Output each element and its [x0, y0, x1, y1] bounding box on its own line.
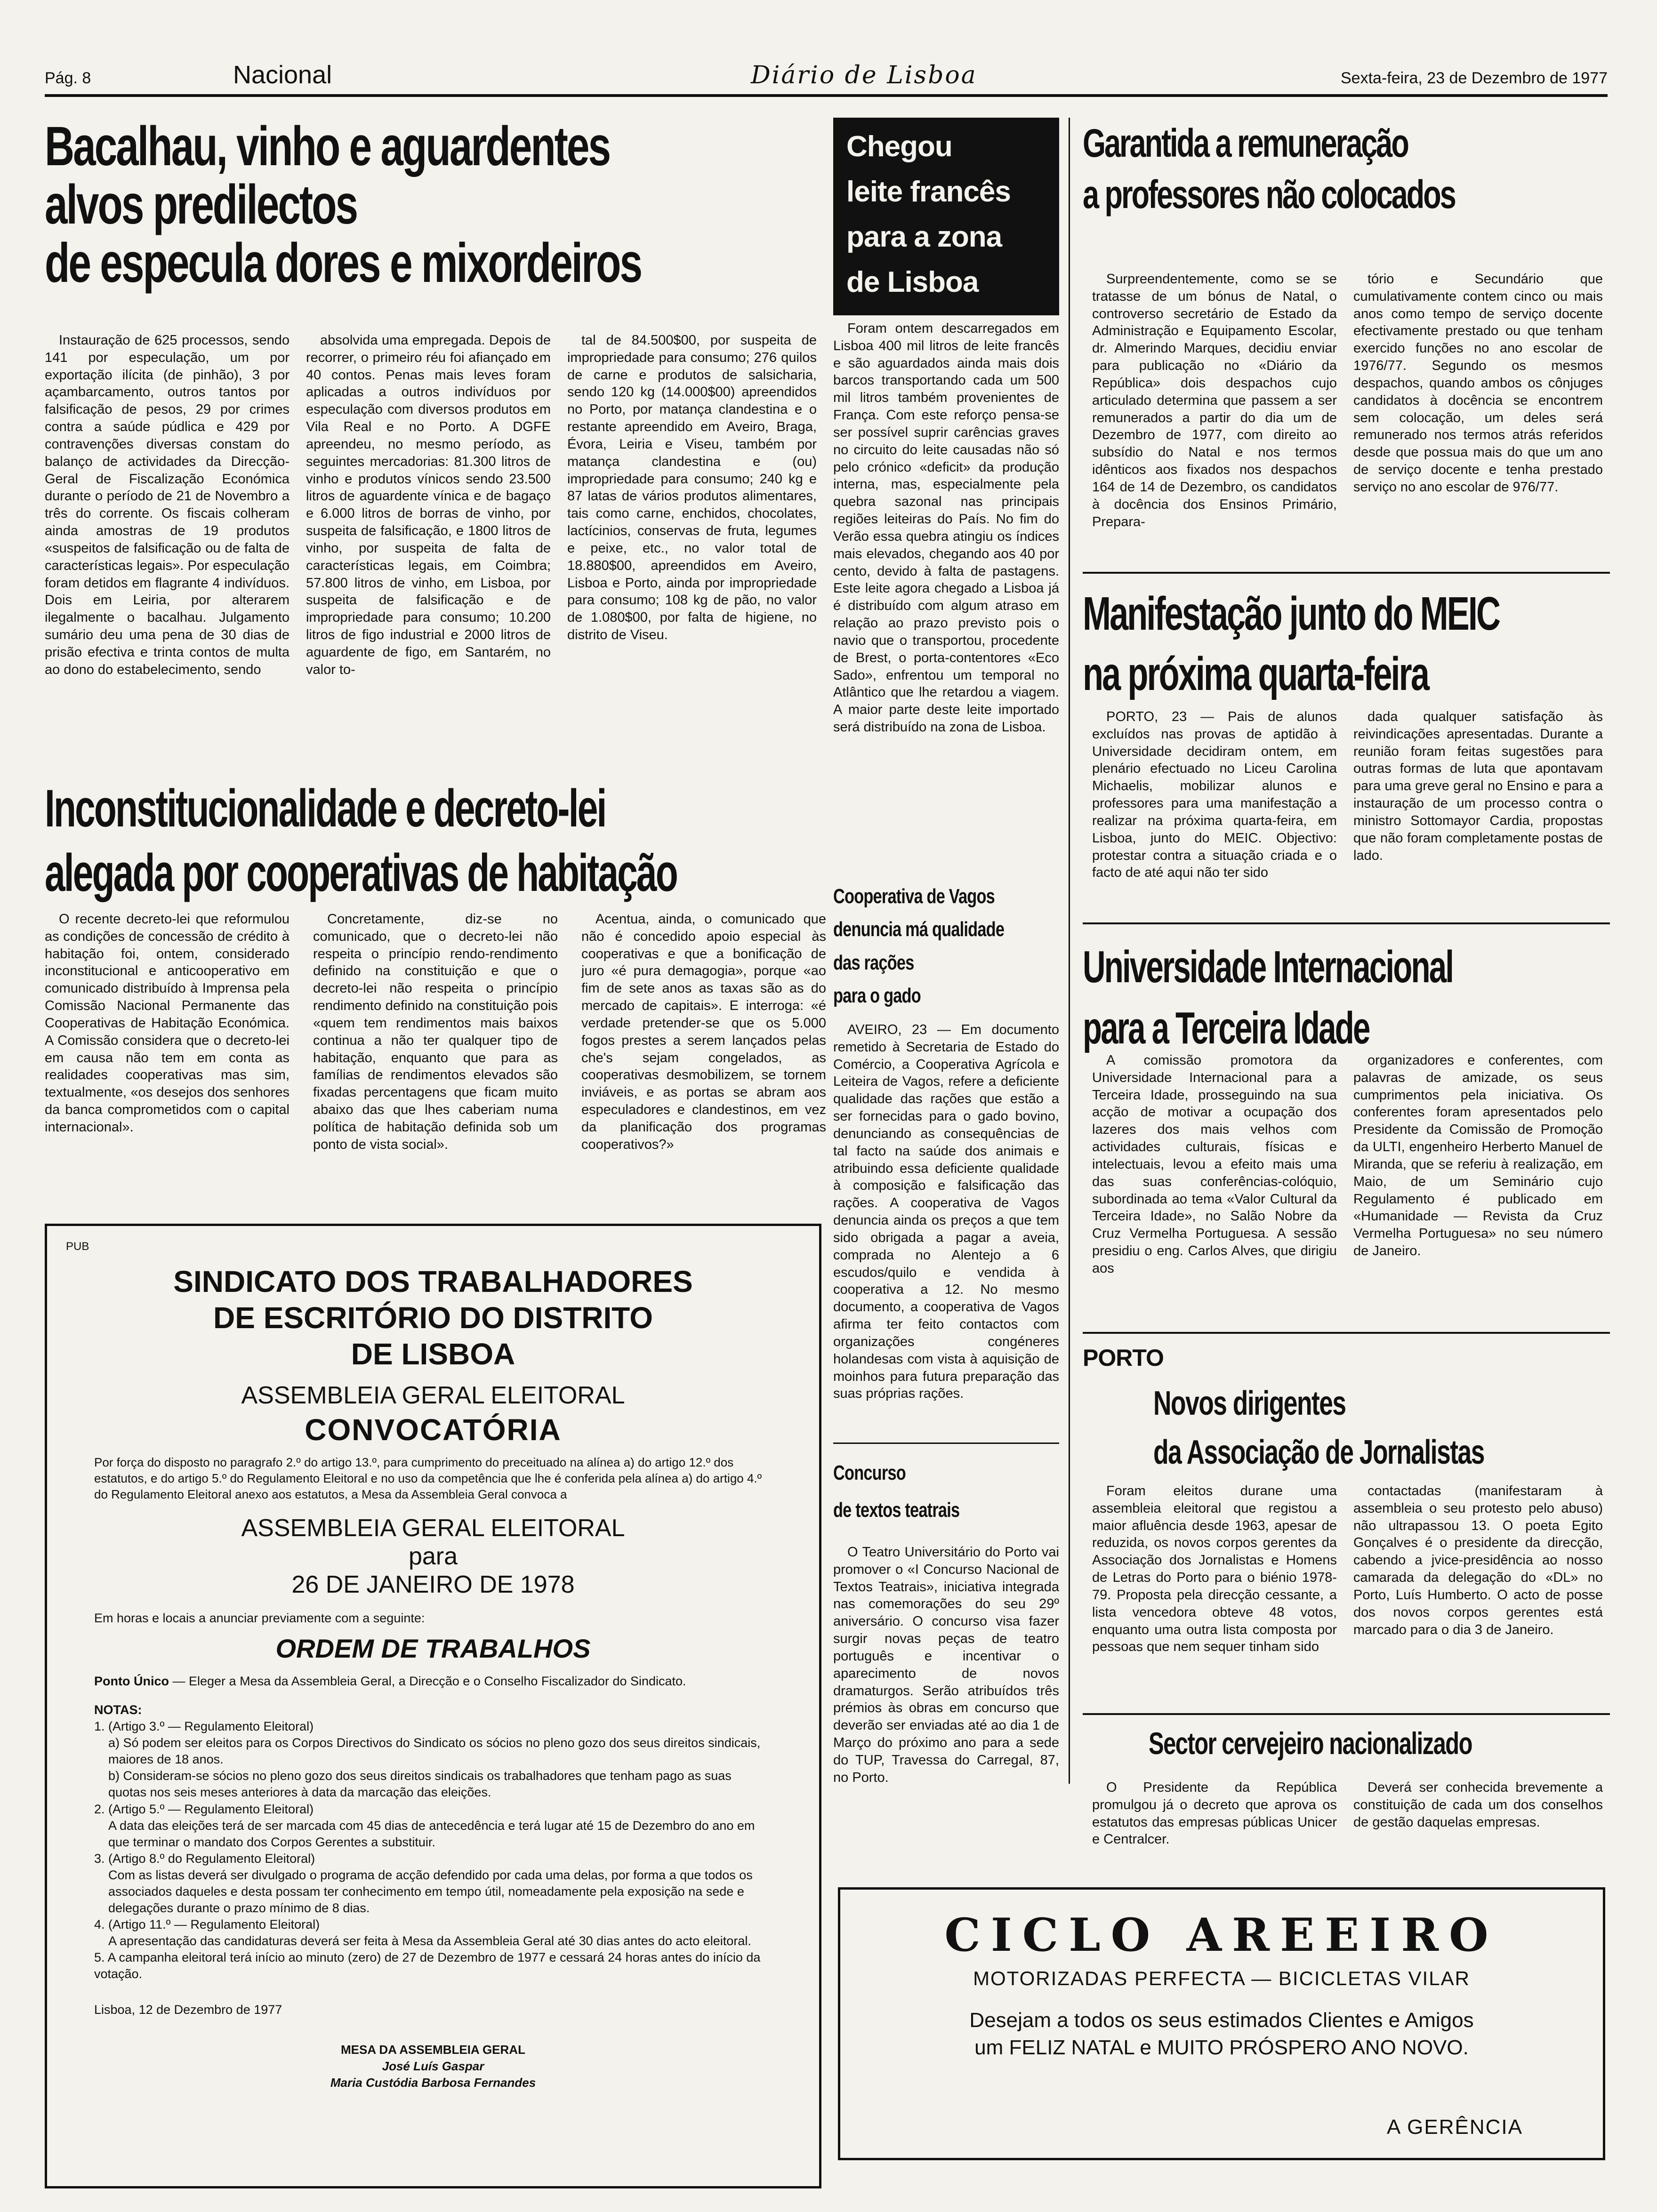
ad-ponto-text: — Eleger a Mesa da Assembleia Geral, a Direcção e o Conselho Fiscalizador do Sindicato.: [172, 1674, 686, 1688]
page-header: [45, 42, 1608, 97]
headline-universidade: [1083, 937, 1610, 1058]
headline-line: da Associação de Jornalistas: [1153, 1434, 1484, 1472]
article-concurso: [833, 1454, 1059, 1854]
article-universidade: [1083, 937, 1610, 1332]
headline-line: Bacalhau, vinho e aguardentes: [45, 115, 610, 177]
ad-date: 26 DE JANEIRO DE 1978: [291, 1571, 575, 1598]
ad-ponto: [94, 1673, 772, 1690]
headline-leite: [833, 118, 1059, 312]
article-divider: [1083, 922, 1610, 924]
headline-line: de especula dores e mixordeiros: [45, 232, 642, 294]
body-column: Deverá ser conhecida brevemente a constituição de cada um dos conselhos de gestão daquelas empresas.: [1353, 1780, 1603, 1830]
ad2-line: MOTORIZADAS PERFECTA — BICICLETAS VILAR: [973, 1967, 1470, 1989]
headline-line: Chegou: [846, 130, 952, 163]
ad-note: A data das eleições terá de ser marcada com 45 dias de antecedência e terá lugar até 15 de Dezembro do ano em que terminar o mandato dos Corpos Gerentes a substituir.: [108, 1818, 755, 1849]
article-divider: [1083, 1332, 1610, 1334]
ad-signature: [47, 2042, 819, 2091]
issue-date: Sexta-feira, 23 de Dezembro de 1977: [1340, 69, 1608, 87]
body-column: O Presidente da República promulgou já o decreto que aprova os estatutos das empresas públicas Unicer e Centralcer.: [1092, 1780, 1337, 1847]
headline-line: para a zona: [846, 221, 1002, 254]
article-meic: [1083, 584, 1610, 918]
section-kicker: PORTO: [1083, 1345, 1164, 1371]
ad-sig-title: MESA DA ASSEMBLEIA GERAL: [341, 2042, 525, 2057]
ad-tag: PUB: [66, 1240, 89, 1253]
body-column: organizadores e conferentes, com palavras de amizade, os seus cumprimentos pela iniciativa. Os conferentes foram apresentados pelo Presidente da Comissão de Promoção da ULTI, engenheiro Herberto Manuel de Miranda, que se referiu à realização, em Maio, de um Seminário cujo Regulamento é publicado em «Humanidade — Revista da Cruz Vermelha Portuguesa» no seu número de Janeiro.: [1353, 1053, 1603, 1259]
body-column: PORTO, 23 — Pais de alunos excluídos nas provas de aptidão à Universidade decidiram ontem, em plenário efectuado no Liceu Carolina Michaelis, mobilizar alunos e professores para uma manifestação a realizar na próxima quarta-feira, em Lisboa, junto do MEIC. Objectivo: protestar contra a situação criada e o facto de até aqui não ter sido: [1092, 709, 1337, 881]
headline-line: na próxima quarta-feira: [1083, 648, 1428, 700]
headline-line: a professores não colocados: [1083, 172, 1455, 217]
headline-vagos: [833, 880, 1061, 1013]
body-column: dada qualquer satisfação às reivindicações apresentadas. Durante a reunião foram feitas sugestões para outras formas de luta que apontavam para uma greve geral no Ensino e para a instauração de um processo contra o ministro Sottomayor Cardia, propostas que não foram completamente postas de lado.: [1353, 709, 1603, 863]
headline-box: [833, 118, 1059, 315]
ad-note: A apresentação das candidaturas deverá ser feita à Mesa da Assembleia Geral até 30 dias antes do acto eleitoral.: [108, 1934, 751, 1948]
headline-concurso: [833, 1454, 1061, 1529]
body-column: tal de 84.500$00, por suspeita de impropriedade para consumo; 276 quilos de carne e produtos de salsicharia, sendo 120 kg (14.000$00) apreendidos no Porto, por matança clandestina e o restante apreendido em Aveiro, Braga, Évora, Leiria e Viseu, também por matança clandestina e (ou) impropriedade para consumo; 240 kg e 87 latas de vários produtos alimentares, tais como carne, enchidos, chocolates, lactícinios, conservas de fruta, legumes e peixe, etc., no valor total de 18.880$00, apreendidos em Aveiro, Lisboa e Porto, ainda por impropriedade para consumo; 108 kg de pão, no valor de 1.080$00, por falta de higiene, no distrito de Viseu.: [567, 333, 817, 643]
ad-org-line: DE ESCRITÓRIO DO DISTRITO: [213, 1300, 653, 1335]
ad-convocatoria: CONVOCATÓRIA: [305, 1413, 562, 1447]
headline-line: de Lisboa: [846, 266, 979, 299]
headline-line: para a Terceira Idade: [1083, 1002, 1369, 1053]
ad-ponto-label: Ponto Único: [94, 1674, 169, 1688]
article-cervejeiro: [1083, 1723, 1610, 1878]
article-professores: [1083, 118, 1610, 569]
ad2-name: CICLO AREEIRO: [944, 1908, 1499, 1962]
ad-note: b) Consideram-se sócios no pleno gozo dos seus direitos sindicais os trabalhadores que tenham pago as suas quotas nos seis meses anteriores à data da marcação das eleições.: [108, 1769, 732, 1800]
ciclo-areeiro-advertisement: [838, 1887, 1605, 2160]
headline-line: Universidade Internacional: [1083, 942, 1453, 992]
ad-org-line: DE LISBOA: [351, 1337, 515, 1371]
ad-note: 3. (Artigo 8.º do Regulamento Eleitoral): [94, 1851, 315, 1866]
headline-bacalhau: [45, 115, 811, 294]
body-column: Foram eleitos durane uma assembleia eleitoral que registou a maior afluência desde 1963, apesar de reduzida, os novos corpos gerentes da Associação dos Jornalistas e Homens de Letras do Porto para o biénio 1978-79. Proposta pela direcção cessante, a lista vencedora obteve 48 votos, enquanto uma outra lista composta por pessoas que nem sequer tinham sido: [1092, 1483, 1337, 1655]
ad-assembly: ASSEMBLEIA GERAL ELEITORAL: [241, 1382, 625, 1410]
headline-line: denuncia má qualidade: [833, 918, 1005, 941]
article-bacalhau: [45, 115, 817, 762]
body-column: AVEIRO, 23 — Em documento remetido à Secretaria de Estado do Comércio, a Cooperativa Agrícola e Leiteira de Vagos, refere a deficiente qualidade das rações que estão a ser fornecidas para o gado bovino, denunciando as consequências de tal facto na saúde dos animais e atribuindo essa deficiente qualidade à composição e falsificação das rações. A cooperativa de Vagos denuncia ainda os preços a que tem sido obrigada a pagar a aveia, comprada no Alentejo a 6 escudos/quilo e vendida à cooperativa a 12. No mesmo documento, a cooperativa de Vagos afirma ter feito contactos com organizações congéneres holandesas com vista à aquisição de moinhos para futura preparação das suas próprias rações.: [833, 1022, 1059, 1402]
body-column: O Teatro Universitário do Porto vai promover o «I Concurso Nacional de Textos Teatrais», iniciativa integrada nas comemorações do seu 29º aniversário. O concurso visa fazer surgir novas peças de teatro português e incentivar o aparecimento de novos dramaturgos. Serão atribuídos três prémios às obras em concurso que deverão ser enviadas até ao dia 1 de Março do próximo ano para a sede do TUP, Travessa do Carregal, 87, no Porto.: [833, 1545, 1059, 1785]
ad-note: a) Só podem ser eleitos para os Corpos Directivos do Sindicato os sócios no pleno gozo dos seus direitos sindicais, maiores de 18 anos.: [108, 1736, 761, 1767]
section-name: Nacional: [233, 61, 332, 89]
body-column: Concretamente, diz-se no comunicado, que o decreto-lei não respeita o princípio rendo-rendimento definido na constituição e que o decreto-lei não respeita o princípio rendimento definido na constituição pois «quem tem rendimentos mais baixos continua a não ter qualquer tipo de habitação, enquanto que para as famílias de rendimentos elevados são fixadas percentagens que ficam muito abaixo das que lhes caberiam numa política de habitação definida sob um ponto de vista social».: [313, 912, 558, 1152]
ad-ordem: ORDEM DE TRABALHOS: [275, 1633, 591, 1663]
body-column: O recente decreto-lei que reformulou as condições de concessão de crédito à habitação foi, ontem, considerado inconstitucional e anticooperativo em comunicado distribuído à Imprensa pela Comissão Nacional Permanente das Cooperativas de Habitação Económica. A Comissão considera que o decreto-lei em causa não tem em conta as realidades cooperativas mas sim, textualmente, «os desejos dos senhores da banca comprometidos com o capital internacional».: [45, 912, 290, 1135]
headline-jornalistas: [1153, 1379, 1606, 1477]
article-vagos: [833, 880, 1059, 1435]
ad-organization: [47, 1264, 819, 1372]
headline-line: Cooperativa de Vagos: [833, 885, 995, 908]
article-jornalistas: [1083, 1344, 1610, 1720]
body-column: contactadas (manifestaram à assembleia o seu protesto pelo abuso) não ultrapassou 13. O poeta Egito Gonçalves é o presidente da direcção, cabendo a jvice-presidência ao nosso camarada da delegação do «DL» no Porto, Luís Humberto. O acto de posse dos novos corpos gerentes está marcado para o dia 3 de Janeiro.: [1353, 1483, 1603, 1637]
body-column: Foram ontem descarregados em Lisboa 400 mil litros de leite francês e são aguardados ainda mais dois barcos transportando cada um 500 mil litros também provenientes de França. Com este reforço pensa-se ser possível suprir carências graves no circuito do leite causadas não só pelo crónico «deficit» da produção interna, mas, especialmente pela quebra sazonal nas principais regiões leiteiras do País. No fim do Verão essa quebra atingiu os índices mais elevados, chegando aos 40 por cento, devido à falta de pastagens. Este leite agora chegado a Lisboa já é distribuído com algum atraso em relação ao prazo previsto pois o navio que o transportou, procedente de Brest, o porta-contentores «Eco Sado», enfrentou um temporal no Atlântico que lhe retardou a viagem. A maior parte deste leite importado será distribuído na zona de Lisboa.: [833, 321, 1059, 735]
ad-notes: [94, 1702, 772, 1983]
ad-assembly-2: ASSEMBLEIA GERAL ELEITORAL: [241, 1514, 625, 1542]
ad-sig-name: Maria Custódia Barbosa Fernandes: [330, 2075, 536, 2090]
ad-sig-name: José Luís Gaspar: [382, 2059, 484, 2073]
ad-note: 5. A campanha eleitoral terá início ao minuto (zero) de 27 de Dezembro de 1977 e cessará 24 horas antes do início da votação.: [94, 1950, 761, 1981]
headline-line: Garantida a remuneração: [1083, 121, 1408, 165]
headline-line: leite francês: [846, 176, 1011, 208]
article-divider: [1083, 572, 1610, 574]
ad-intro: Por força do disposto no paragrafo 2.º do artigo 13.º, para cumprimento do preceituado na alínea a) do artigo 12.º dos estatutos, e do artigo 5.º do Regulamento Eleitoral e no uso da competência que lhe é conferida pela alínea a) do artigo 4.º do Regulamento Eleitoral anexo aos estatutos, a Mesa da Assembleia Geral convoca a: [94, 1455, 762, 1501]
ad2-greet-1: Desejam a todos os seus estimados Clientes e Amigos: [969, 2009, 1474, 2032]
body-column: absolvida uma empregada. Depois de recorrer, o primeiro réu foi afiançado em 40 contos. Penas mais leves foram aplicadas a outros indivíduos por especulação com diversos produtos em Vila Real e no Porto. A DGFE apreendeu, no mesmo período, as seguintes mercadorias: 81.300 litros de vinho e produtos vínicos sendo 23.500 litros de aguardente vínica e de bagaço e 6.000 litros de borras de vinho, por suspeita de falsificação, e 1800 litros de vinho, por suspeita de falta de características legais, em Coimbra; 57.800 litros de vinho, em Lisboa, por suspeita de falsificação e de impropriedade para consumo; 10.200 litros de figo industrial e 2000 litros de aguardente de figo, em Santarém, no valor to-: [306, 333, 551, 677]
article-divider: [1083, 1713, 1610, 1715]
ad-place-date: Lisboa, 12 de Dezembro de 1977: [94, 2002, 282, 2017]
ad-hours: Em horas e locais a anunciar previamente com a seguinte:: [94, 1611, 425, 1625]
ad-note: 1. (Artigo 3.º — Regulamento Eleitoral): [94, 1719, 314, 1734]
article-cooperativas: [45, 777, 826, 1210]
body-column: Surpreendentemente, como se se tratasse de um bónus de Natal, o controverso secretário de Estado da Administração e Equipamento Escolar, dr. Almerindo Marques, decidiu enviar para publicação no «Diário da República» dois despachos cujo articulado determina que passem a ser remunerados a partir do dia um de Dezembro de 1977, com direito ao subsídio do Natal e nos termos idênticos aos fixados nos despachos 164 de 14 de Dezembro, os candidatos à docência dos Ensinos Primário, Prepara-: [1092, 272, 1337, 529]
sindicato-advertisement: [45, 1224, 821, 2188]
ad-para: para: [408, 1542, 458, 1570]
ad-notes-title: NOTAS:: [94, 1702, 142, 1717]
headline-line: Inconstitucionalidade e decreto-lei: [45, 779, 606, 838]
body-column: A comissão promotora da Universidade Internacional para a Terceira Idade, prosseguindo na sua acção de motivar a ocupação dos lazeres dos mais velhos com actividades culturais, físicas e intelectuais, levou a efeito mais uma das suas conferências-colóquio, subordinada ao tema «Valor Cultural da Terceira Idade», no Salão Nobre da Cruz Vermelha Portuguesa. A sessão presidiu o eng. Carlos Alves, que dirigiu aos: [1092, 1053, 1337, 1276]
body-column: Acentua, ainda, o comunicado que não é concedido apoio especial às cooperativas e que a bonificação de juro «é pura demagogia», porque «ao fim de sete anos as taxas são as do mercado de capitais». E interroga: «é verdade pretender-se que os 5.000 fogos prestes a serem lançados pelas che's sejam congelados, as cooperativas desmobilizem, se tornem inviáveis, e as portas se abram aos especuladores e clandestinos, em vez da planificação dos programas cooperativos?»: [581, 912, 826, 1152]
article-divider: [833, 1443, 1059, 1444]
headline-cervejeiro: Sector cervejeiro nacionalizado: [1149, 1726, 1472, 1761]
masthead: Diário de Lisboa: [751, 61, 977, 89]
headline-line: Manifestação junto do MEIC: [1083, 587, 1500, 640]
headline-line: alvos predilectos: [45, 173, 357, 236]
headline-line: Novos dirigentes: [1153, 1385, 1346, 1422]
ad2-greet-2: um FELIZ NATAL e MUITO PRÓSPERO ANO NOVO.: [974, 2036, 1469, 2059]
page-number: Pág. 8: [45, 69, 91, 87]
headline-line: de textos teatrais: [833, 1499, 960, 1522]
headline-cooperativas: [45, 777, 829, 905]
ad2-sign: A GERÊNCIA: [1387, 2116, 1523, 2139]
headline-professores: [1083, 118, 1612, 220]
headline-line: das rações: [833, 951, 914, 974]
headline-line: alegada por cooperativas de habitação: [45, 843, 677, 902]
ad-note: Com as listas deverá ser divulgado o programa de acção defendido por cada uma delas, por forma a que todos os associados daqueles e desta possam ter conhecimento em tempo útil, nomeadamente pela exposição na sede e delegações durante o prazo mínimo de 8 dias.: [108, 1867, 753, 1915]
body-column: tório e Secundário que cumulativamente contem cinco ou mais anos como tempo de serviço docente efectivamente prestado ou que tenham exercido funções no ano escolar de 1976/77. Segundo os mesmos despachos, quando ambos os cônjuges candidatos à docência se encontrem sem colocação, um deles será remunerado nos termos atrás referidos desde que possua mais do que um ano de serviço docente e tenha prestado serviço no ano escolar de 976/77.: [1353, 272, 1603, 495]
ad-note: 2. (Artigo 5.º — Regulamento Eleitoral): [94, 1802, 314, 1816]
ad-note: 4. (Artigo 11.º — Regulamento Eleitoral): [94, 1917, 320, 1932]
article-leite: [833, 118, 1059, 861]
body-column: Instauração de 625 processos, sendo 141 por especulação, um por exportação ilícita (de pinhão), 3 por açambarcamento, outros tantos por falsificação de pesos, 29 por crimes contra a saúde púdlica e 429 por contravenções diversas constam do balanço de actividades da Direcção-Geral de Fiscalização Económica durante o período de 21 de Novembro a três do corrente. Os fiscais colheram ainda amostras de 19 produtos «suspeitos de falsificação ou de falta de características legais». Por especulação foram detidos em flagrante 4 indivíduos. Dois em Leiria, por alterarem ilegalmente o bacalhau. Julgamento sumário deu uma pena de 30 dias de prisão efectiva e trinta contos de multa ao dono do estabelecimento, sendo: [45, 333, 290, 677]
headline-line: Concurso: [833, 1461, 906, 1484]
headline-meic: [1083, 584, 1608, 704]
ad-org-line: SINDICATO DOS TRABALHADORES: [173, 1265, 693, 1298]
headline-line: para o gado: [833, 984, 921, 1008]
column-rule: [1069, 118, 1070, 1784]
